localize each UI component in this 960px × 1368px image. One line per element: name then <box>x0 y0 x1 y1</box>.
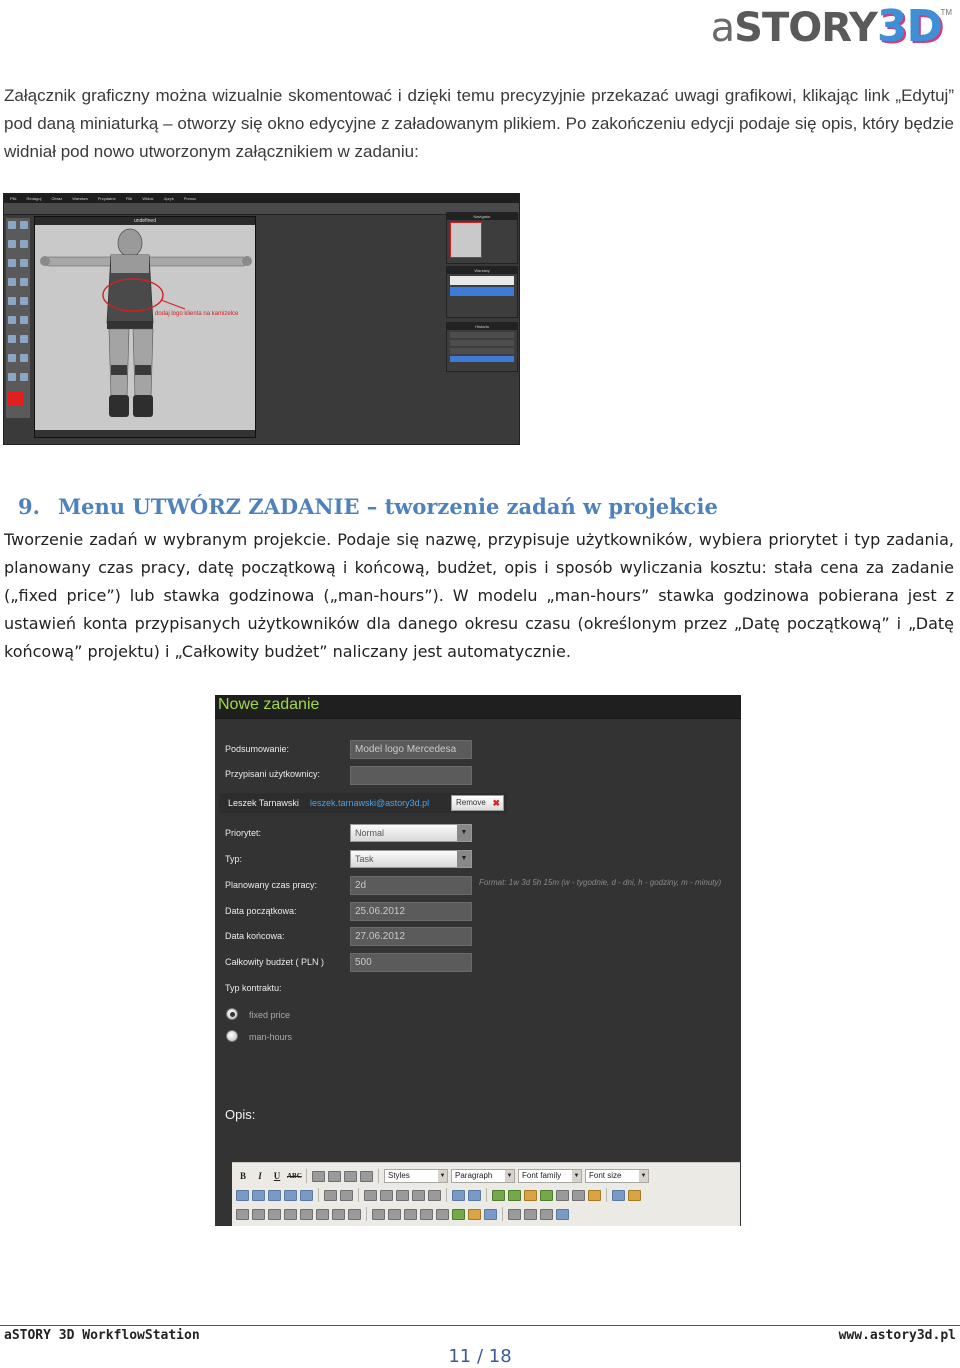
underline-button[interactable]: U <box>273 1171 281 1181</box>
cell-props-icon[interactable] <box>268 1209 281 1220</box>
fixed-price-label: fixed price <box>249 1010 291 1020</box>
bold-button[interactable]: B <box>239 1171 246 1181</box>
text-color-icon[interactable] <box>612 1190 625 1201</box>
chevron-down-icon: ▼ <box>457 825 471 841</box>
page-number: 11 / 18 <box>448 1346 512 1367</box>
contract-type-label: Typ kontraktu: <box>225 983 282 993</box>
align-left-icon[interactable] <box>312 1171 325 1182</box>
chevron-down-icon: ▼ <box>457 851 471 867</box>
navigator-panel: Navigator <box>446 212 518 264</box>
menu-item: Pomoc <box>183 196 197 201</box>
footer-divider <box>0 1325 960 1326</box>
menu-item: Przydatne <box>97 196 116 201</box>
planned-time-input[interactable]: 2d <box>350 876 472 895</box>
menu-item: Widok <box>142 196 154 201</box>
annotation-text: dodaj logo klienta na kamizelce <box>155 311 239 317</box>
rtl-icon[interactable] <box>540 1209 553 1220</box>
cleanup-icon[interactable] <box>556 1190 569 1201</box>
end-date-input[interactable]: 27.06.2012 <box>350 927 472 946</box>
align-right-icon[interactable] <box>344 1171 357 1182</box>
budget-label: Całkowity budżet ( PLN ) <box>225 957 325 967</box>
assigned-users-input[interactable] <box>350 766 472 785</box>
start-date-input[interactable]: 25.06.2012 <box>350 902 472 921</box>
footer-website[interactable]: www.astory3d.pl <box>838 1328 956 1343</box>
html-source-icon[interactable] <box>588 1190 601 1201</box>
redo-icon[interactable] <box>468 1190 481 1201</box>
copy-icon[interactable] <box>252 1190 265 1201</box>
type-label: Typ: <box>225 854 243 864</box>
editor-menubar <box>4 194 519 203</box>
italic-button[interactable]: I <box>258 1171 262 1181</box>
delete-row-icon[interactable] <box>316 1209 329 1220</box>
planned-time-format-hint: Format: 1w 3d 5h 15m (w - tygodnie, d - dni, h - godziny, m - minuty) <box>479 878 722 887</box>
layers-panel: Warstwy <box>446 266 518 318</box>
anchor-icon[interactable] <box>524 1190 537 1201</box>
link-icon[interactable] <box>492 1190 505 1201</box>
search-icon[interactable] <box>324 1190 337 1201</box>
insert-row-before-icon[interactable] <box>284 1209 297 1220</box>
insert-row-after-icon[interactable] <box>300 1209 313 1220</box>
replace-icon[interactable] <box>340 1190 353 1201</box>
astory3d-logo: aSTORY3D TM <box>710 0 952 52</box>
indent-icon[interactable] <box>412 1190 425 1201</box>
man-hours-radio[interactable] <box>226 1030 238 1042</box>
canvas-statusbar <box>35 430 255 437</box>
table-icon[interactable] <box>236 1209 249 1220</box>
editor-options-bar <box>4 203 519 215</box>
footer-product-name: aSTORY 3D WorkflowStation <box>4 1328 200 1343</box>
emotions-icon[interactable] <box>468 1209 481 1220</box>
paste-icon[interactable] <box>268 1190 281 1201</box>
form-title: Nowe zadanie <box>218 696 320 713</box>
budget-input[interactable]: 500 <box>350 953 472 972</box>
priority-label: Priorytet: <box>225 828 262 838</box>
blockquote-icon[interactable] <box>428 1190 441 1201</box>
planned-time-label: Planowany czas pracy: <box>225 880 318 890</box>
insert-col-after-icon[interactable] <box>348 1209 361 1220</box>
undo-icon[interactable] <box>452 1190 465 1201</box>
menu-item: Filtr <box>125 196 133 201</box>
new-task-form-screenshot <box>215 695 741 1226</box>
character-model-image <box>35 225 255 431</box>
strikethrough-button[interactable]: ABC <box>287 1172 302 1180</box>
paste-word-icon[interactable] <box>300 1190 313 1201</box>
char-map-icon[interactable] <box>452 1209 465 1220</box>
summary-input[interactable]: Model logo Mercedesa <box>350 740 472 759</box>
insert-col-before-icon[interactable] <box>332 1209 345 1220</box>
type-select[interactable]: Task ▼ <box>350 850 472 868</box>
priority-select[interactable]: Normal ▼ <box>350 824 472 842</box>
description-label: Opis: <box>225 1107 256 1122</box>
subscript-icon[interactable] <box>420 1209 433 1220</box>
font-size-dropdown[interactable]: Font size ▼ <box>585 1169 649 1183</box>
section-heading: 9. Menu UTWÓRZ ZADANIE – tworzenie zadań w projekcie <box>18 494 718 519</box>
start-date-label: Data początkowa: <box>225 906 297 916</box>
assigned-user-email[interactable]: leszek.tarnawski@astory3d.pl <box>310 798 430 808</box>
history-panel: Historia <box>446 322 518 372</box>
image-editor-screenshot <box>3 193 520 445</box>
close-icon: ✖ <box>492 798 500 808</box>
print-icon[interactable] <box>508 1209 521 1220</box>
superscript-icon[interactable] <box>436 1209 449 1220</box>
end-date-label: Data końcowa: <box>225 931 285 941</box>
image-icon[interactable] <box>540 1190 553 1201</box>
intro-paragraph: Załącznik graficzny można wizualnie skomentować i dzięki temu precyzyjnie przekazać uwagi grafikowi, klikając link „Edytuj” pod daną miniaturką – otworzy się okno edycyjne z załadowanym plikiem. Po zakończeniu edycji podaje się opis, który będzie widniał pod nowo utworzonym załącznikiem w zadaniu: <box>4 86 954 161</box>
rich-text-toolbar <box>232 1162 740 1226</box>
man-hours-label: man-hours <box>249 1032 293 1042</box>
canvas-title: undefined <box>35 217 255 225</box>
help-icon[interactable] <box>572 1190 585 1201</box>
color-swatch <box>8 392 24 406</box>
font-family-dropdown[interactable]: Font family ▼ <box>518 1169 582 1183</box>
tool-palette <box>6 218 30 418</box>
menu-item: Plik <box>10 196 17 201</box>
chevron-down-icon: ▼ <box>505 1170 514 1182</box>
hr-icon[interactable] <box>372 1209 385 1220</box>
unlink-icon[interactable] <box>508 1190 521 1201</box>
summary-label: Podsumowanie: <box>225 744 290 754</box>
section-paragraph: Tworzenie zadań w wybranym projekcie. Podaje się nazwę, przypisuje użytkowników, wybiera priorytet i typ zadania, planowany czas pracy, datę początkową i końcową, budżet, opis i sposób wyliczania kosztu: stała cena za zadanie („fixed price”) lub stawka godzinowa („man-hours”). W modelu „man-hours” stawka godzinowa pobierana jest z ustawień konta przypisanych użytkowników dla danego okresu czasu (określonym przez „Datę początkową” i „Datę końcową” projektu) i „Całkowity budżet” naliczany jest automatycznie. <box>4 530 954 661</box>
menu-item: Warstwa <box>72 196 88 201</box>
menu-item: Język <box>163 196 174 201</box>
align-center-icon[interactable] <box>328 1171 341 1182</box>
outdent-icon[interactable] <box>396 1190 409 1201</box>
menu-item: Obraz <box>51 196 63 201</box>
background-color-icon[interactable] <box>628 1190 641 1201</box>
fixed-price-radio[interactable] <box>226 1008 238 1020</box>
paste-text-icon[interactable] <box>284 1190 297 1201</box>
bullet-list-icon[interactable] <box>364 1190 377 1201</box>
assigned-users-label: Przypisani użytkownicy: <box>225 769 321 779</box>
assigned-user-name: Leszek Tarnawski <box>228 798 299 808</box>
chevron-down-icon: ▼ <box>572 1170 581 1182</box>
remove-format-icon[interactable] <box>388 1209 401 1220</box>
cut-icon[interactable] <box>236 1190 249 1201</box>
paragraph-dropdown[interactable]: Paragraph ▼ <box>451 1169 515 1183</box>
editor-canvas-window <box>34 216 256 438</box>
row-props-icon[interactable] <box>252 1209 265 1220</box>
fullscreen-icon[interactable] <box>556 1209 569 1220</box>
media-icon[interactable] <box>484 1209 497 1220</box>
chevron-down-icon: ▼ <box>639 1170 648 1182</box>
ltr-icon[interactable] <box>524 1209 537 1220</box>
align-justify-icon[interactable] <box>360 1171 373 1182</box>
menu-item: Redaguj <box>26 196 42 201</box>
numbered-list-icon[interactable] <box>380 1190 393 1201</box>
styles-dropdown[interactable]: Styles ▼ <box>384 1169 448 1183</box>
remove-user-button[interactable]: Remove ✖ <box>451 795 504 811</box>
chevron-down-icon: ▼ <box>438 1170 447 1182</box>
visual-aid-icon[interactable] <box>404 1209 417 1220</box>
